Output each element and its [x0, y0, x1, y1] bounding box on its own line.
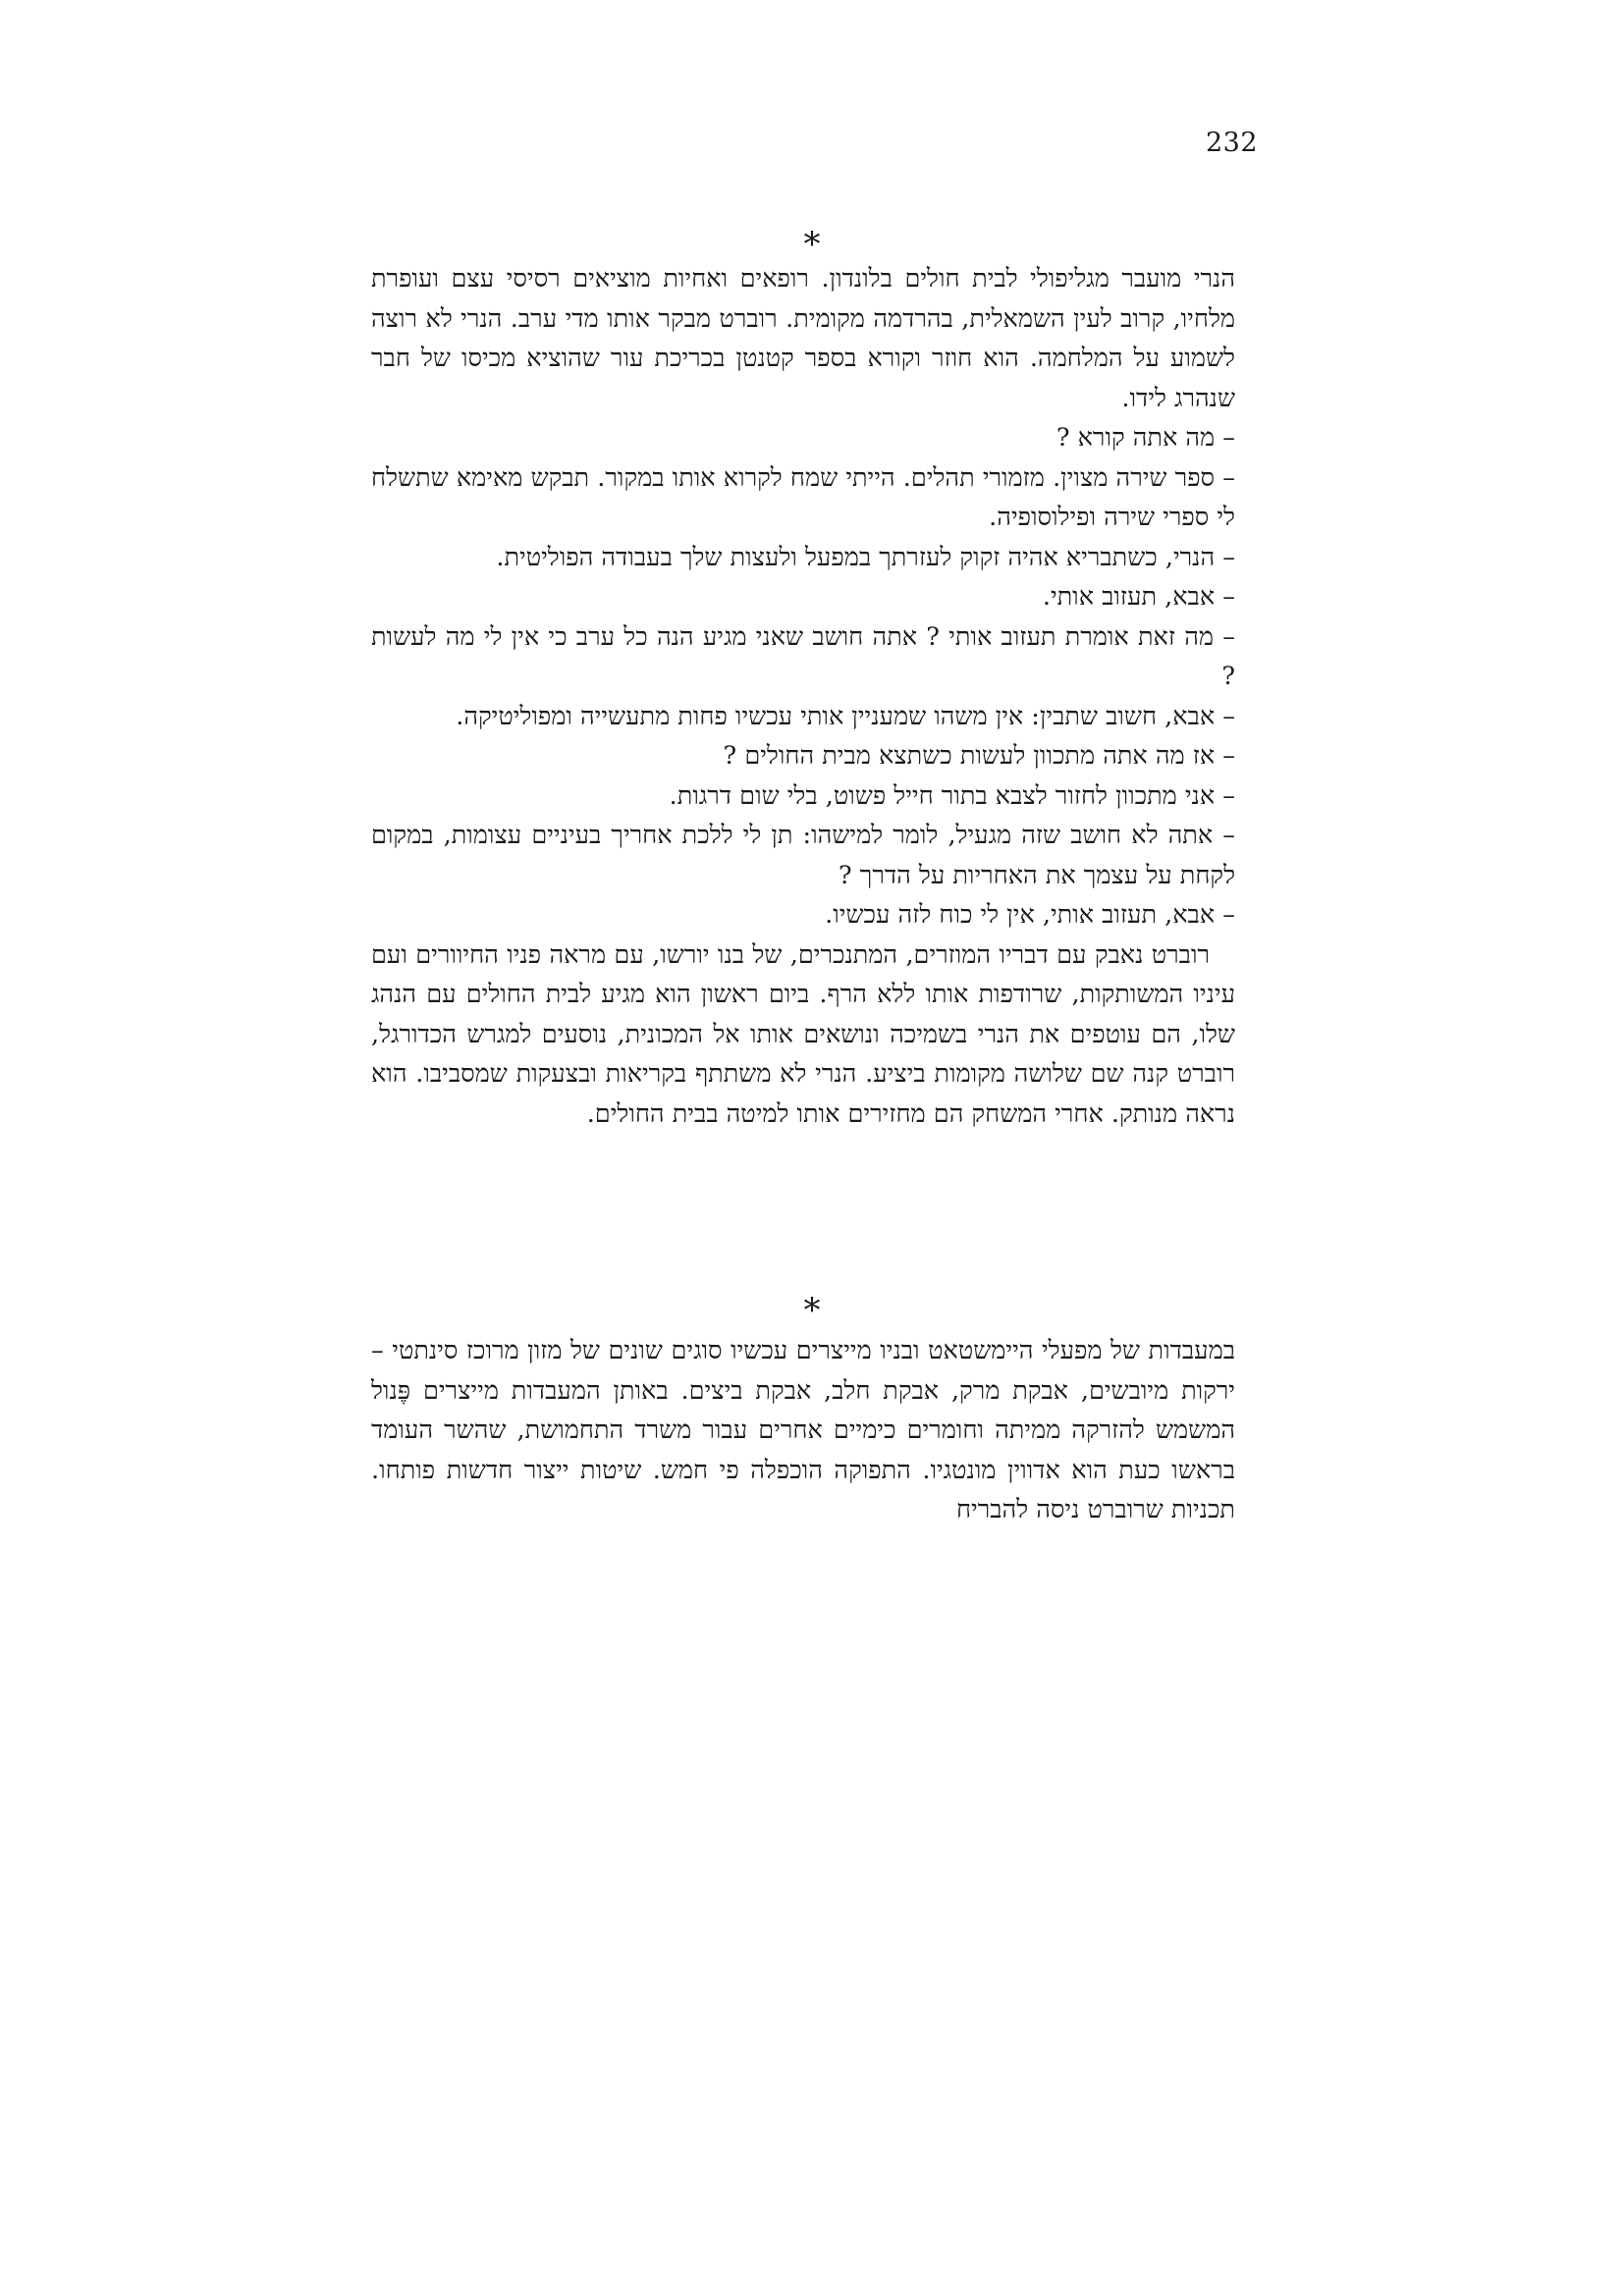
section-1-text [371, 259, 1235, 1134]
section-separator: * [803, 1291, 821, 1330]
dialogue-line: – אז מה אתה מתכוון לעשות כשתצא מבית החולים ? [723, 741, 1235, 771]
dialogue-line: – ספר שירה מצוין. מזמורי תהלים. הייתי שמח לקרוא אותו במקור. תבקש מאימא שתשלח לי ספרי שירה ופילוסופיה. [371, 462, 1235, 532]
dialogue-line: – אבא, תעזוב אותי. [1042, 582, 1235, 612]
paragraph-narrative: רוברט נאבק עם דבריו המוזרים, המתנכרים, של בנו יורשו, עם מראה פניו החיוורים ועם עיניו המשותקות, שרודפות אותו ללא הרף. ביום ראשון הוא מגיע לבית החולים עם הנהג שלו, הם עוטפים את הנרי בשמיכה ונושאים אותו אל המכונית, נוסעים למגרש הכדורגל, רוברט קנה שם שלושה מקומות ביציע. הנרי לא משתתף בקריאות ובצעקות שמסביבו. הוא נראה מנותק. אחרי המשחק הם מחזירים אותו למיטה בבית החולים. [371, 939, 1235, 1129]
paragraph-narrative: במעבדות של מפעלי היימשטאט ובניו מייצרים עכשיו סוגים שונים של מזון מרוכז סינתטי – ירקות מיובשים, אבקת מרק, אבקת חלב, אבקת ביצים. באותן המעבדות מייצרים פֶּנול המשמש להזרקה ממיתה וחומרים כימיים אחרים עבור משרד התחמושת, שהשר העומד בראשו כעת הוא אדווין מונטגיו. התפוקה הוכפלה פי חמש. שיטות ייצור חדשות פותחו. תכניות שרוברט ניסה להבריח [371, 1336, 1235, 1524]
section-separator: * [803, 225, 821, 264]
dialogue-line: – הנרי, כשתבריא אהיה זקוק לעזרתך במפעל ולעצות שלך בעבודה הפוליטית. [496, 542, 1235, 572]
dialogue-line: – מה אתה קורא ? [1056, 423, 1235, 453]
paragraph-narrative: הנרי מועבר מגליפולי לבית חולים בלונדון. רופאים ואחיות מוציאים רסיסי עצם ועופרת מלחיו, קרוב לעין השמאלית, בהרדמה מקומית. רוברט מבקר אותו מדי ערב. הנרי לא רוצה לשמוע על המלחמה. הוא חוזר וקורא בספר קטנטן בכריכת עור שהוציא מכיסו של חבר שנהרג לידו. [371, 264, 1235, 413]
dialogue-line: – אתה לא חושב שזה מגעיל, לומר למישהו: תן לי ללכת אחריך בעיניים עצומות, במקום לקחת על עצמך את האחריות על הדרך ? [371, 821, 1235, 890]
dialogue-line: – אבא, תעזוב אותי, אין לי כוח לזה עכשיו. [825, 900, 1235, 930]
section-2-text [371, 1331, 1235, 1530]
dialogue-line: – אבא, חשוב שתבין: אין משהו שמעניין אותי עכשיו פחות מתעשייה ומפוליטיקה. [456, 701, 1235, 731]
dialogue-line: – אני מתכוון לחזור לצבא בתור חייל פשוט, בלי שום דרגות. [669, 780, 1235, 811]
dialogue-line: – מה זאת אומרת תעזוב אותי ? אתה חושב שאני מגיע הנה כל ערב כי אין לי מה לעשות ? [371, 621, 1235, 691]
page-number: 232 [1206, 128, 1259, 158]
